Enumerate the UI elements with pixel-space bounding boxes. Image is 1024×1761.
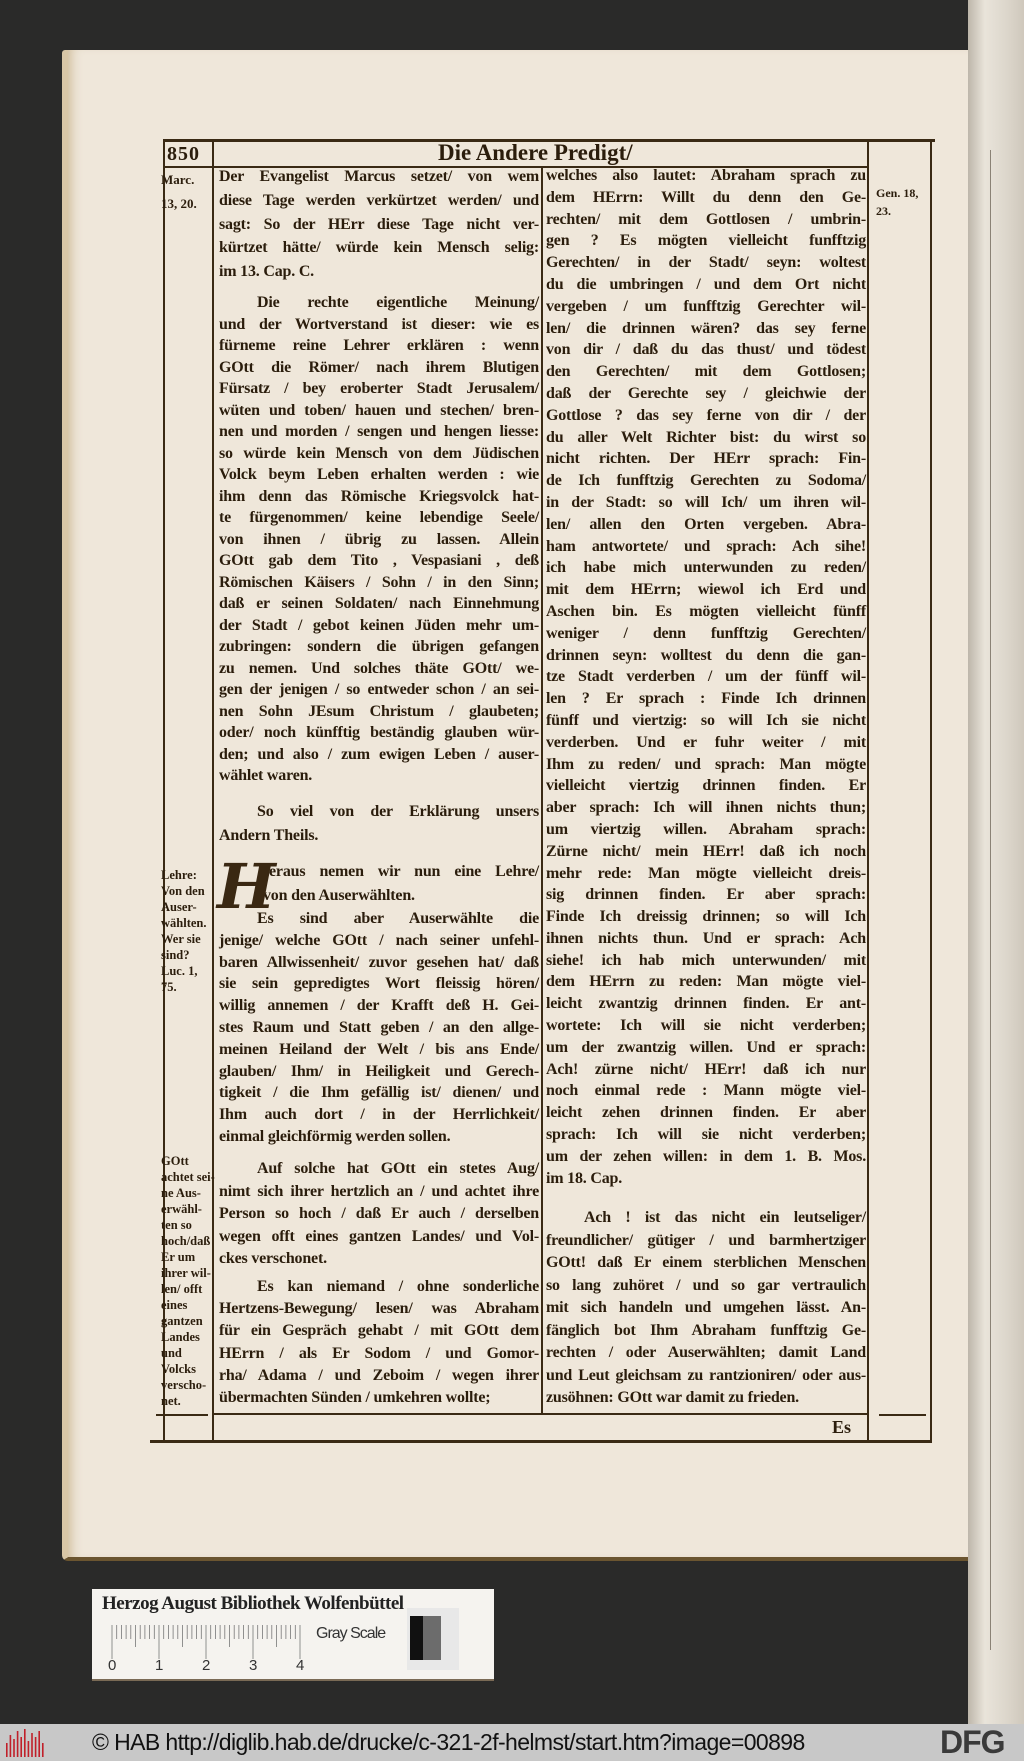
text-line: Römischen Käisers / Sohn / in den Sinn; bbox=[219, 573, 539, 591]
text-line: tigkeit / die Ihm gefällig ist/ dienen/ und bbox=[219, 1084, 539, 1102]
text-line: GOtt gab dem Tito , Vespasiani , deß bbox=[219, 552, 539, 569]
paragraph bbox=[219, 908, 539, 1148]
text-line: in der Stadt: so will Ich/ um ihren wil- bbox=[546, 493, 866, 511]
text-line: Hertzens-Bewegung/ lesen/ was Abraham bbox=[219, 1300, 539, 1318]
text-line: wortete: Ich will sie nicht verderben; bbox=[546, 1017, 866, 1035]
text-line: einmal gleichförmig werden sollen. bbox=[219, 1127, 451, 1145]
text-line: freundlicher/ gütiger / und barmhertziger bbox=[546, 1231, 866, 1249]
paragraph bbox=[219, 1158, 539, 1271]
paragraph bbox=[219, 292, 539, 787]
text-line: Ach! zürne nicht/ HErr! daß ich nur bbox=[546, 1060, 866, 1078]
margin-note-line: 75. bbox=[161, 980, 177, 994]
margin-note-line: sind? bbox=[161, 948, 190, 962]
logo-bar bbox=[6, 1743, 8, 1757]
margin-separator-right bbox=[867, 140, 869, 1441]
margin-note-line: hoch/daß bbox=[161, 1234, 211, 1248]
ruler-scale bbox=[110, 1625, 310, 1659]
text-line: siehe! ich hab mich unterwunden/ mit bbox=[546, 951, 866, 969]
text-line: um der zwantzig willen. Und er sprach: bbox=[546, 1038, 866, 1056]
paragraph bbox=[546, 165, 866, 1189]
frame-right-line bbox=[930, 140, 932, 1441]
text-line: nicht richten. Der HErr sprach: Fin- bbox=[546, 450, 866, 468]
footer-bar bbox=[0, 1724, 1024, 1761]
text-line: den Gerechten/ mit dem Gottlosen; bbox=[546, 363, 866, 381]
logo-bar bbox=[31, 1733, 33, 1757]
text-line: GOtt! daß Er einem sterblichen Menschen bbox=[546, 1254, 866, 1271]
paragraph bbox=[219, 1276, 539, 1409]
text-line: du aller Welt Richter bist: du wirst so bbox=[546, 428, 866, 446]
text-line: Auf solche hat GOtt ein stetes Aug/ bbox=[257, 1160, 539, 1177]
logo-bar bbox=[24, 1729, 26, 1757]
text-line: Ihm auch dort / in der Herrlichkeit/ bbox=[219, 1106, 539, 1124]
text-line: len/ allen den Orten vergeben. Abra- bbox=[546, 515, 866, 533]
text-line: vielleicht viertzig drinnen finden. Er bbox=[546, 777, 866, 795]
text-line: stes Raum und Statt geben / an den allge- bbox=[219, 1018, 539, 1036]
text-line: wüten und toben/ hauen und stechen/ bren- bbox=[219, 401, 539, 419]
hab-logo-icon bbox=[6, 1729, 48, 1757]
paragraph bbox=[546, 1207, 866, 1410]
ruler-label: 0 bbox=[108, 1657, 117, 1674]
text-line: wegen offt eines gantzen Landes/ und Vol- bbox=[219, 1227, 539, 1245]
text-line: Die rechte eigentliche Meinung/ bbox=[257, 294, 539, 311]
text-line: so lang zuhöret / und so gar vertraulich bbox=[546, 1276, 866, 1294]
margin-note-line: Wer sie bbox=[161, 932, 201, 946]
text-line: ham antwortete/ und sprach: Ach sihe! bbox=[546, 537, 866, 555]
card-title: Herzog August Bibliothek Wolfenbüttel bbox=[102, 1593, 404, 1614]
logo-bar bbox=[38, 1731, 40, 1757]
text-line: baren Allwissenheit/ zuvor gesehen hat/ daß bbox=[219, 953, 539, 971]
margin-note-rule-right bbox=[879, 1414, 926, 1416]
text-line: und der Wortverstand ist dieser: wie es bbox=[219, 315, 539, 333]
text-bottom-rule bbox=[213, 1413, 868, 1415]
text-line: um der zehen willen: in dem 1. B. Mos. bbox=[546, 1147, 866, 1165]
text-line: willig annemen / der Krafft deß H. Gei- bbox=[219, 997, 539, 1015]
adjacent-page-edge bbox=[968, 0, 1024, 1724]
text-line: zu nemen. Und solches thäte GOtt/ we- bbox=[219, 659, 539, 677]
text-line: vergeben / um funfftzig Gerechter wil- bbox=[546, 297, 866, 315]
margin-note-line: 13, 20. bbox=[161, 196, 197, 211]
text-line: drinnen seyn: wolltest du denn die gan- bbox=[546, 646, 866, 664]
margin-note-line: len/ offt bbox=[161, 1282, 203, 1296]
text-line: dem HErrn: Willt du denn den Ge- bbox=[546, 188, 866, 206]
text-line: mit dem HErrn; wiewol ich Erd und bbox=[546, 581, 866, 599]
margin-note-line: Er um bbox=[161, 1250, 196, 1264]
margin-note-line: und bbox=[161, 1346, 182, 1360]
text-line: nimt sich ihrer hertzlich an / und achtet ihre bbox=[219, 1182, 539, 1200]
text-line: von den Auserwählten. bbox=[263, 886, 415, 904]
margin-note-line: gantzen bbox=[161, 1314, 203, 1328]
text-line: um viertzig willen. Abraham sprach: bbox=[546, 820, 866, 838]
gray-scale-label: Gray Scale bbox=[316, 1625, 386, 1642]
margin-note-line: net. bbox=[161, 1394, 181, 1408]
text-line: leicht zwantzig drinnen finden. Er ant- bbox=[546, 995, 866, 1013]
text-line: fünff und viertzig: so will Ich sie nicht bbox=[546, 711, 866, 729]
text-line: Gerechten/ in der Stadt/ seyn: woltest bbox=[546, 254, 866, 272]
paragraph bbox=[219, 165, 539, 284]
logo-bar bbox=[28, 1741, 30, 1757]
ruler-label: 3 bbox=[249, 1657, 258, 1674]
text-line: und Leut gleichsam zu rantzioniren/ oder aus- bbox=[546, 1366, 866, 1384]
text-line: nen Sohn JEsum Christum / glaubeten; bbox=[219, 702, 539, 720]
text-line: leicht zehen drinnen finden. Er aber bbox=[546, 1104, 866, 1122]
text-line: Finde Ich dreissig drinnen; so will Ich bbox=[546, 908, 866, 926]
text-line: So viel von der Erklärung unsers bbox=[257, 803, 539, 820]
text-line: ich habe mich unterwunden zu reden/ bbox=[546, 559, 866, 577]
text-line: gen der jenigen / so entweder schon / an sei- bbox=[219, 681, 539, 698]
text-line: Ihm zu reden/ und sprach: Man mögte bbox=[546, 755, 866, 773]
text-line: len/ die drinnen wären? das sey ferne bbox=[546, 319, 866, 337]
text-line: gen ? Es mögten vielleicht funfftzig bbox=[546, 232, 866, 250]
margin-note-line: Volcks bbox=[161, 1362, 196, 1376]
text-line: wählet waren. bbox=[219, 767, 313, 784]
margin-note-gen bbox=[876, 184, 934, 220]
margin-note-line: wählten. bbox=[161, 916, 207, 930]
margin-note-line: ten so bbox=[161, 1218, 192, 1232]
text-line: so würde kein Mensch von dem Jüdischen bbox=[219, 444, 539, 462]
text-line: verderben. Und er fuhr weiter / mit bbox=[546, 733, 866, 751]
text-line: sprach: Ich will sie nicht verderben; bbox=[546, 1126, 866, 1144]
text-line: Ach ! ist das nicht ein leutseliger/ bbox=[584, 1209, 866, 1226]
text-line: HErrn / als Er Sodom / und Gomor- bbox=[219, 1344, 539, 1362]
margin-note-gott bbox=[161, 1153, 219, 1409]
text-line: len ? Er sprach : Finde Ich drinnen bbox=[546, 690, 866, 708]
margin-note-line: Von den bbox=[161, 884, 205, 898]
text-line: Andern Theils. bbox=[219, 826, 319, 844]
text-line: daß der Gerechte sey / gleichwie der bbox=[546, 384, 866, 402]
text-line: ihnen nichts thun. Und er sprach: Ach bbox=[546, 929, 866, 947]
text-line: welches also lautet: Abraham sprach zu bbox=[546, 167, 866, 184]
catchword: Es bbox=[832, 1417, 852, 1437]
text-line: zusöhnen: GOtt war damit zu frieden. bbox=[546, 1389, 799, 1406]
text-line: im 18. Cap. bbox=[546, 1169, 623, 1187]
text-line: Der Evangelist Marcus setzet/ von wem bbox=[219, 168, 539, 185]
text-line: fänglich bot Ihm Abraham funfftzig Ge- bbox=[546, 1321, 866, 1339]
text-line: übermachten Sünden / umkehren wollte; bbox=[219, 1388, 491, 1406]
text-line: te fürgenommen/ keine lebendige Seele/ bbox=[219, 509, 539, 526]
ruler-label: 4 bbox=[296, 1657, 305, 1674]
text-line: aber sprach: Ich will ihnen nichts thun; bbox=[546, 799, 866, 817]
text-line: im 13. Cap. C. bbox=[219, 263, 314, 281]
ruler-label: 1 bbox=[155, 1657, 164, 1674]
text-line: von dir / daß du das thust/ und tödest bbox=[546, 341, 866, 359]
text-line: mit sich handeln und umgehen lässt. An- bbox=[546, 1299, 866, 1316]
logo-bar bbox=[20, 1737, 22, 1757]
logo-bar bbox=[13, 1739, 15, 1757]
logo-bar bbox=[42, 1743, 44, 1757]
text-line: weniger / denn funfftzig Gerechten/ bbox=[546, 624, 866, 642]
text-line: dem HErrn zu reden: Man mögte viel- bbox=[546, 973, 866, 991]
margin-note-line: eines bbox=[161, 1298, 188, 1312]
color-calibration-card bbox=[92, 1589, 494, 1681]
text-line: für ein Gespräch gehabt / mit GOtt dem bbox=[219, 1322, 539, 1340]
text-line: sig drinnen finden. Er aber sprach: bbox=[546, 886, 866, 904]
margin-note-line: 23. bbox=[876, 204, 891, 218]
ruler-label: 2 bbox=[202, 1657, 211, 1674]
page-number: 850 bbox=[167, 143, 200, 165]
text-line: rha/ Adama / und Zeboim / wegen ihrer bbox=[219, 1366, 539, 1384]
text-line: ckes verschonet. bbox=[219, 1250, 327, 1267]
gray-scale-patch bbox=[407, 1608, 459, 1670]
text-line: fürneme reine Lehrer erklären : wenn bbox=[219, 337, 539, 354]
text-line: du die umbringen / und dem Ort nicht bbox=[546, 275, 866, 293]
margin-note-rule-left bbox=[156, 1414, 208, 1416]
text-line: meinen Heiland der Welt / bis ans Ende/ bbox=[219, 1040, 539, 1058]
text-line: zubringen: sondern die übrigen gefangen bbox=[219, 638, 539, 655]
text-line: Person so hoch / daß Er auch / derselben bbox=[219, 1205, 539, 1222]
text-line: ihm denn das Römische Kriegsvolck hat- bbox=[219, 487, 539, 505]
text-line: von ihnen / übrig zu lassen. Allein bbox=[219, 530, 539, 548]
margin-note-line: ne Aus- bbox=[161, 1186, 201, 1200]
text-line: Aschen bin. Es mögten vielleicht fünff bbox=[546, 602, 866, 620]
margin-note-line: Gen. 18, bbox=[876, 186, 919, 200]
text-line: tze Stadt verderben / um der fünff wil- bbox=[546, 668, 866, 686]
text-line: den; und also / zum ewigen Leben / auser- bbox=[219, 745, 539, 763]
drop-cap: H bbox=[217, 850, 276, 923]
margin-note-line: Lehre: bbox=[161, 868, 197, 882]
margin-note-line: achtet sei- bbox=[161, 1170, 215, 1184]
margin-note-line: Luc. 1, bbox=[161, 964, 198, 978]
text-line: der Stadt / gebot keinen Jüden mehr um- bbox=[219, 616, 539, 634]
margin-note-line: ihrer wil- bbox=[161, 1266, 211, 1280]
text-line: oder/ noch künfftig beständig glauben wür- bbox=[219, 724, 539, 741]
text-line: Ieraus nemen wir nun eine Lehre/ bbox=[263, 863, 539, 880]
bottom-rule bbox=[150, 1440, 932, 1443]
running-title: Die Andere Predigt/ bbox=[438, 140, 633, 165]
text-line: diese Tage werden verkürtzet werden/ und bbox=[219, 191, 539, 209]
text-line: rechten/ mit dem Gottlosen / umbrin- bbox=[546, 210, 866, 228]
margin-note-lehre bbox=[161, 867, 219, 995]
margin-note-line: Auser- bbox=[161, 900, 197, 914]
text-line: glauben/ Ihm/ in Heiligkeit und Gerech- bbox=[219, 1062, 539, 1080]
text-line: GOtt die Römer/ nach ihrem Blutigen bbox=[219, 358, 539, 376]
text-line: Volck beym Leben erhalten werden : wie bbox=[219, 466, 539, 483]
text-line: Es kan niemand / ohne sonderliche bbox=[257, 1278, 539, 1295]
text-line: daß er seinen Soldaten/ nach Einnehmung bbox=[219, 595, 539, 612]
text-line: Fürsatz / bey eroberter Stadt Jerusalem/ bbox=[219, 380, 539, 397]
text-line: sagt: So der HErr diese Tage nicht ver- bbox=[219, 215, 539, 233]
margin-note-line: Marc. bbox=[161, 172, 195, 187]
text-line: Gottlose ? das sey ferne von dir / der bbox=[546, 406, 866, 424]
dfg-logo: DFG bbox=[940, 1724, 1005, 1760]
margin-note-line: Landes bbox=[161, 1330, 200, 1344]
margin-note-marc bbox=[161, 168, 219, 216]
text-line: mehr rede: Man mögte vielleicht dreis- bbox=[546, 864, 866, 882]
logo-bar bbox=[17, 1731, 19, 1757]
paragraph bbox=[219, 800, 539, 847]
margin-note-line: erwähl- bbox=[161, 1202, 202, 1216]
column-separator bbox=[541, 168, 543, 1413]
text-line: kürtzet hätte/ würde kein Mensch selig: bbox=[219, 239, 539, 257]
logo-bar bbox=[10, 1735, 12, 1757]
text-line: noch einmal rede : Mann mögte viel- bbox=[546, 1082, 866, 1100]
text-line: rechten / oder Auserwählten; damit Land bbox=[546, 1344, 866, 1361]
text-line: sie sein gepredigtes Wort fleissig hören/ bbox=[219, 975, 539, 993]
logo-bar bbox=[35, 1737, 37, 1757]
text-line: de Ich funfftzig Gerechten zu Sodoma/ bbox=[546, 472, 866, 490]
text-line: nen und morden / sengen und hengen liesse: bbox=[219, 423, 539, 440]
copyright-url-link[interactable]: © HAB http://diglib.hab.de/drucke/c-321-2f-helmst/start.htm?image=00898 bbox=[92, 1729, 805, 1755]
text-line: Zürne nicht/ mein HErr! daß ich noch bbox=[546, 842, 866, 860]
margin-note-line: GOtt bbox=[161, 1154, 189, 1168]
text-line: Es sind aber Auserwählte die bbox=[257, 910, 539, 927]
margin-note-line: verscho- bbox=[161, 1378, 207, 1392]
text-line: jenige/ welche GOtt / nach seiner unfehl- bbox=[219, 931, 539, 949]
